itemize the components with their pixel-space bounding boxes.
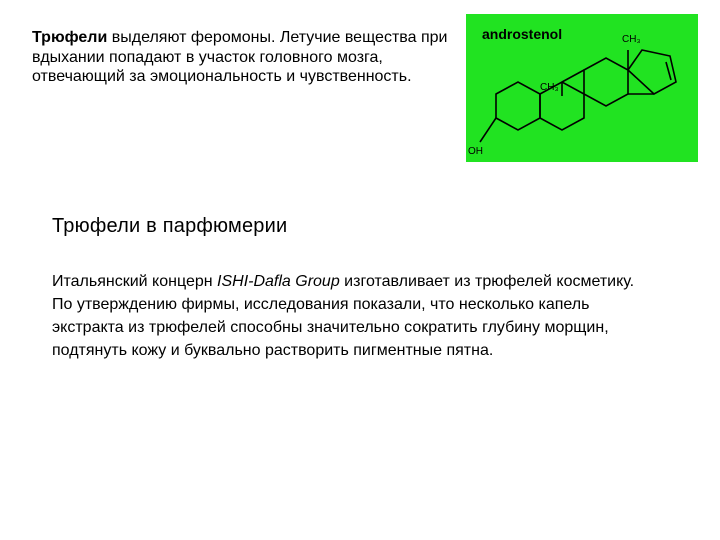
ring-a	[496, 82, 540, 130]
oh-bond	[480, 118, 496, 142]
section-title: Трюфели в парфюмерии	[52, 215, 288, 237]
ch3-top-label: CH₃	[622, 34, 641, 45]
body-prefix: Итальянский концерн	[52, 273, 218, 290]
double-bond	[666, 62, 671, 80]
intro-text: выделяют феромоны. Летучие вещества при вдыхании попадают в участок головного мозга, отвечающий за эмоциональность и чувственность.	[32, 29, 448, 85]
oh-label: OH	[468, 146, 483, 157]
ring-c	[584, 58, 628, 106]
ch3-mid-label: CH₃	[540, 82, 559, 93]
body-suffix: изготавливает из трюфелей косметику. По утверждению фирмы, исследования показали, что несколько капель экстракта из трюфелей способны значительно сократить глубину морщин, подтянуть кожу и буквально растворить пигментные пятна.	[52, 273, 635, 359]
intro-bold-term: Трюфели	[32, 29, 108, 46]
ring-bonds	[480, 50, 676, 142]
section-body	[52, 270, 652, 362]
androstenol-structure	[466, 14, 698, 162]
bond-bc	[562, 70, 584, 82]
company-name: ISHI-Dafla Group	[217, 273, 340, 290]
androstenol-figure	[466, 14, 698, 162]
figure-title: androstenol	[482, 26, 563, 42]
intro-paragraph	[32, 28, 462, 87]
